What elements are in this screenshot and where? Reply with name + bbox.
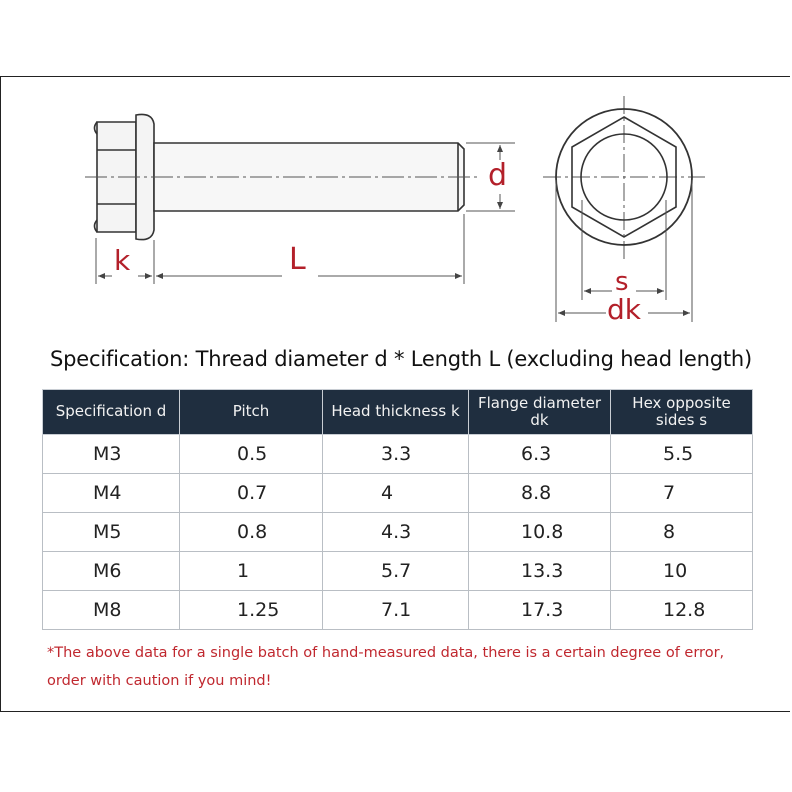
header-spec-d: Specification d (43, 390, 180, 435)
cell-dk: 6.3 (469, 435, 611, 474)
note-line-2: order with caution if you mind! (47, 673, 272, 689)
note-line-1: *The above data for a single batch of hand-measured data, there is a certain degree of error, (47, 645, 725, 661)
cell-pitch: 1.25 (180, 591, 323, 630)
s-label: s (615, 267, 629, 297)
table-header-row (43, 390, 753, 435)
cell-k: 3.3 (323, 435, 469, 474)
cell-dk: 13.3 (469, 552, 611, 591)
cell-pitch: 1 (180, 552, 323, 591)
cell-pitch: 0.8 (180, 513, 323, 552)
cell-spec: M8 (43, 591, 180, 630)
cell-k: 4 (323, 474, 469, 513)
cell-k: 4.3 (323, 513, 469, 552)
cell-pitch: 0.7 (180, 474, 323, 513)
header-head-thickness: Head thickness k (323, 390, 469, 435)
cell-dk: 8.8 (469, 474, 611, 513)
cell-spec: M3 (43, 435, 180, 474)
cell-s: 8 (611, 513, 753, 552)
cell-dk: 10.8 (469, 513, 611, 552)
cell-k: 5.7 (323, 552, 469, 591)
cell-spec: M4 (43, 474, 180, 513)
table-row (43, 513, 753, 552)
cell-s: 10 (611, 552, 753, 591)
table-row (43, 474, 753, 513)
disclaimer-note (47, 639, 777, 695)
table-row (43, 435, 753, 474)
header-hex-sides: Hex opposite sides s (611, 390, 753, 435)
bolt-drawing (0, 0, 792, 340)
cell-dk: 17.3 (469, 591, 611, 630)
l-label: L (289, 242, 306, 277)
table-row (43, 552, 753, 591)
table-row (43, 591, 753, 630)
cell-k: 7.1 (323, 591, 469, 630)
header-flange-diameter: Flange diameter dk (469, 390, 611, 435)
cell-pitch: 0.5 (180, 435, 323, 474)
cell-spec: M6 (43, 552, 180, 591)
cell-s: 12.8 (611, 591, 753, 630)
dk-label: dk (607, 293, 641, 326)
spec-title: Specification: Thread diameter d * Length L (excluding head length) (50, 347, 753, 371)
cell-s: 5.5 (611, 435, 753, 474)
spec-table (42, 389, 753, 630)
d-label: d (488, 158, 508, 193)
cell-spec: M5 (43, 513, 180, 552)
header-pitch: Pitch (180, 390, 323, 435)
k-label: k (114, 244, 131, 277)
cell-s: 7 (611, 474, 753, 513)
